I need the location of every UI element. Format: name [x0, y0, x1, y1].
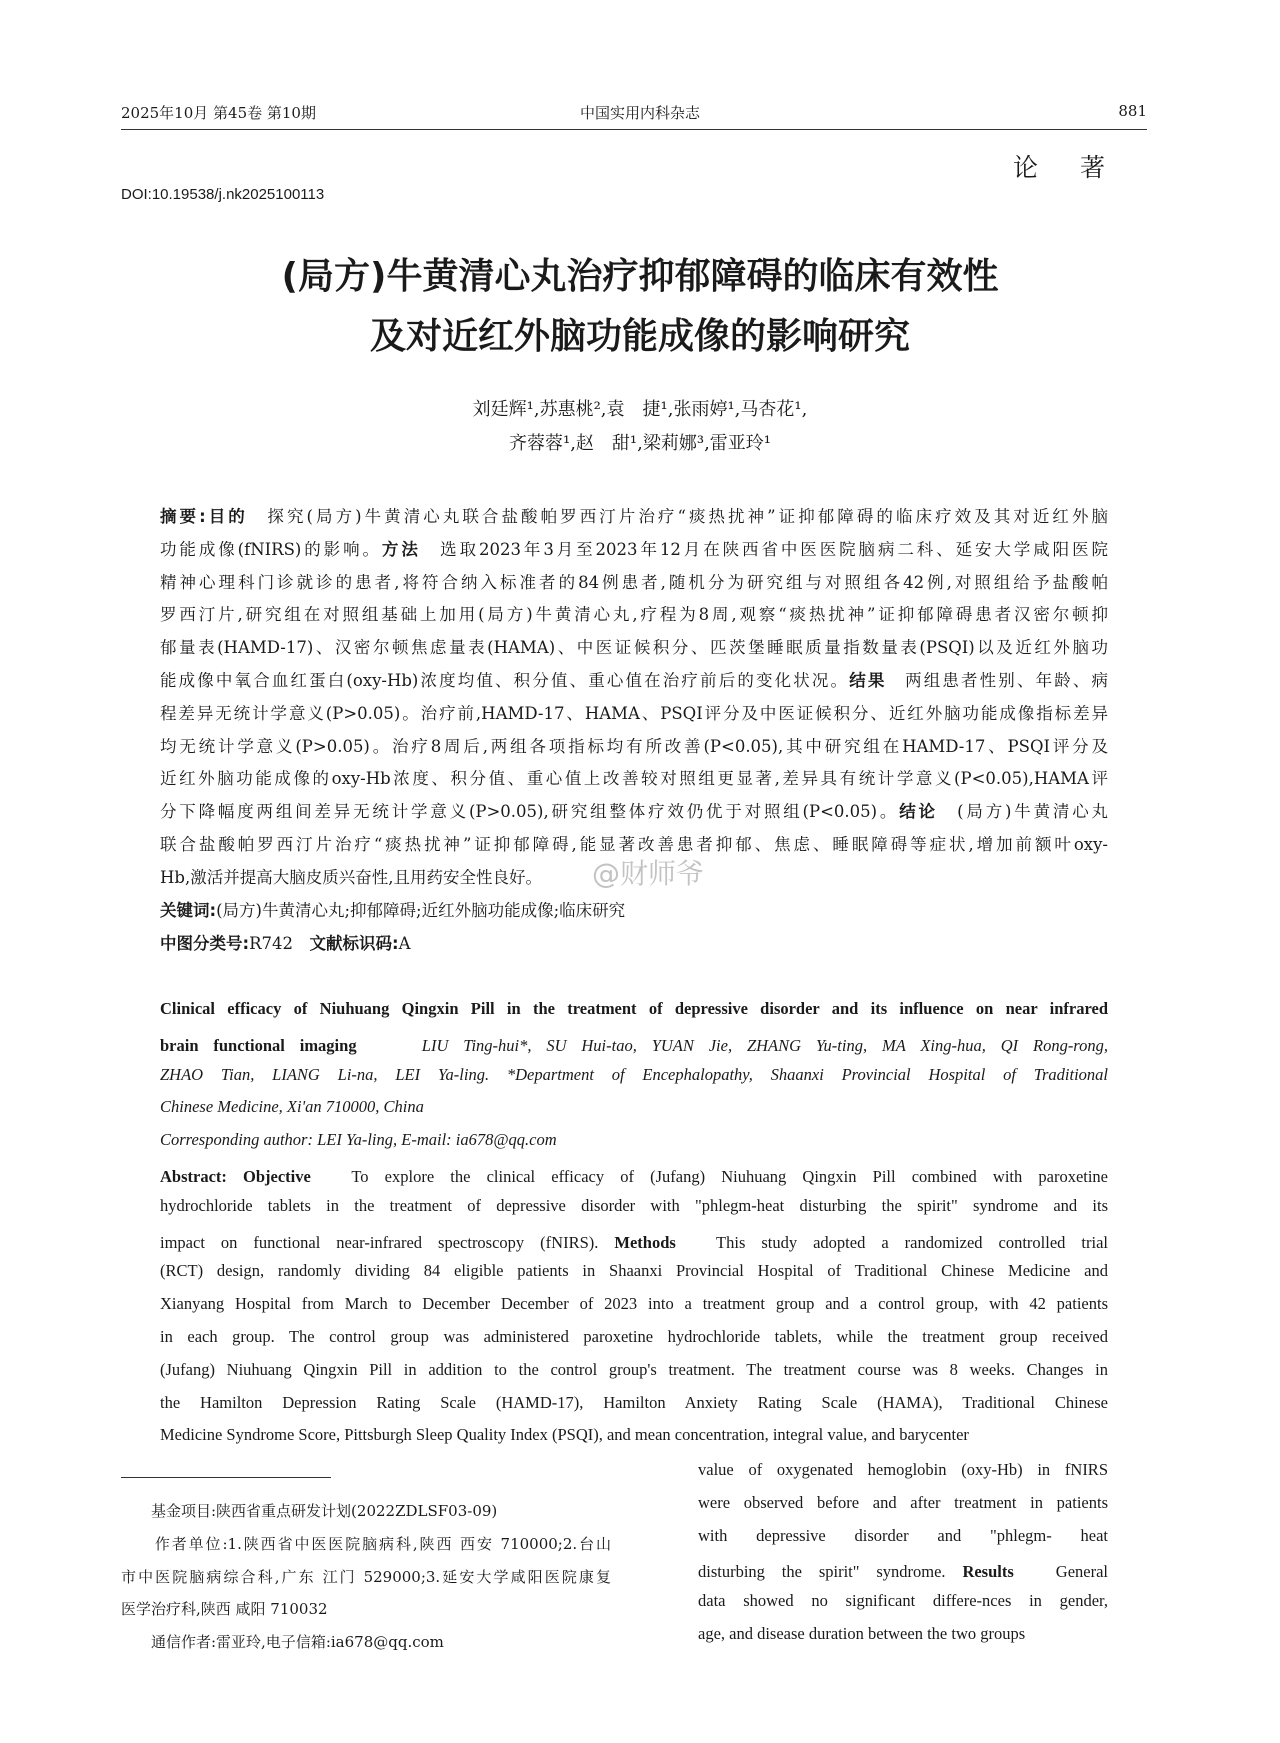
title-line-2: 及对近红外脑功能成像的影响研究 — [369, 316, 910, 357]
text-line — [121, 1566, 611, 1587]
authors-line-2: 齐蓉蓉¹,赵 甜¹,梁莉娜³,雷亚玲¹ — [508, 433, 772, 454]
text-line — [160, 601, 1108, 625]
text-line — [160, 536, 1108, 560]
text-line — [160, 897, 1108, 921]
journal-name: 中国实用内科杂志 — [579, 104, 700, 122]
article-category: 论著 — [1012, 153, 1147, 182]
text-line — [160, 765, 1108, 789]
text-line — [160, 1097, 1108, 1117]
text-line — [160, 1229, 1108, 1253]
bold-label: Results — [962, 1562, 1014, 1582]
text-line — [160, 1425, 1108, 1445]
text-line — [698, 1624, 1108, 1644]
text-line — [160, 1196, 1108, 1216]
text-segment: were observed before and after treatment in patients — [698, 1492, 1108, 1512]
text-segment: (局方)牛黄清心丸;抑郁障碍;近红外脑功能成像;临床研究 — [216, 901, 626, 920]
bold-label: 方法 — [381, 539, 421, 559]
text-segment: Xianyang Hospital from March to December December of 2023 into a treatment group and a control group, with 42 patients — [160, 1294, 1108, 1314]
bold-label: Clinical efficacy of Niuhuang Qingxin Pill in the treatment of depressive disorder and its influence on near infrared — [160, 999, 1108, 1018]
text-segment: 均无统计学意义(P>0.05)。治疗8周后,两组各项指标均有所改善(P<0.05),其中研究组在HAMD-17、PSQI评分及 — [160, 736, 1108, 756]
text-segment: R742 — [249, 934, 310, 953]
text-line — [160, 503, 1108, 527]
journal-issue: 2025年10月 第45卷 第10期 — [121, 104, 316, 122]
text-segment: age, and disease duration between the two groups — [698, 1624, 1026, 1643]
text-segment: A — [398, 934, 411, 953]
text-line — [160, 1360, 1108, 1380]
bold-label: 结论 — [899, 802, 938, 822]
text-segment: 两组患者性别、年龄、病 — [886, 671, 1108, 690]
watermark: @财师爷 — [592, 857, 705, 890]
text-segment: This study adopted a randomized controlled trial — [675, 1232, 1108, 1252]
text-segment: (Jufang) Niuhuang Qingxin Pill in addition to the control group's treatment. The treatment course was 8 weeks. Changes in — [160, 1359, 1108, 1379]
text-segment: (RCT) design, randomly dividing 84 eligible patients in Shaanxi Provincial Hospital of Traditional Chinese Medicine and — [160, 1261, 1108, 1281]
text-line — [121, 1500, 611, 1521]
bold-label: 中图分类号: — [160, 934, 250, 953]
text-line — [160, 667, 1108, 691]
text-line — [160, 930, 1108, 954]
text-line — [698, 1591, 1108, 1611]
text-segment: 罗西汀片,研究组在对照组基础上加用(局方)牛黄清心丸,疗程为8周,观察“痰热扰神”证抑郁障碍患者汉密尔顿抑 — [160, 605, 1108, 625]
text-segment: Medicine Syndrome Score, Pittsburgh Sleep Quality Index (PSQI), and mean concentration, integral value, and barycenter — [160, 1425, 969, 1445]
text-segment: value of oxygenated hemoglobin (oxy-Hb) in fNIRS — [698, 1460, 1108, 1479]
text-line — [160, 1130, 1108, 1150]
text-line — [160, 999, 1108, 1019]
text-segment: LIU Ting-hui*, SU Hui-tao, YUAN Jie, ZHANG Yu-ting, MA Xing-hua, QI Rong-rong, — [356, 1035, 1108, 1055]
text-line — [698, 1493, 1108, 1513]
text-segment: 联合盐酸帕罗西汀片治疗“痰热扰神”证抑郁障碍,能显著改善患者抑郁、焦虑、睡眠障碍等症状,增加前额叶oxy- — [160, 835, 1108, 854]
text-segment: Corresponding author: LEI Ya-ling, E-mail: ia678@qq.com — [160, 1130, 557, 1150]
doi: DOI:10.19538/j.nk2025100113 — [121, 186, 325, 203]
text-line — [160, 1032, 1108, 1056]
text-segment: 分下降幅度两组间差异无统计学意义(P>0.05),研究组整体疗效仍优于对照组(P<0.05)。 — [160, 802, 900, 822]
text-line — [698, 1460, 1108, 1480]
text-segment: General — [1013, 1562, 1108, 1582]
text-line — [160, 1327, 1108, 1347]
text-segment: hydrochloride tablets in the treatment of depressive disorder with "phlegm-heat disturbing the spirit" syndrome and its — [160, 1195, 1108, 1215]
text-line — [160, 1163, 1108, 1187]
text-line — [121, 1631, 611, 1652]
text-segment: Chinese Medicine, Xi'an 710000, China — [160, 1097, 424, 1117]
page-number: 881 — [1118, 102, 1147, 120]
text-segment: 功能成像(fNIRS)的影响。 — [160, 539, 382, 559]
bold-label: brain functional imaging — [160, 1035, 357, 1055]
bold-label: 关键词: — [160, 901, 217, 920]
footnote-rule — [121, 1477, 331, 1478]
text-segment: 能成像中氧合血红蛋白(oxy-Hb)浓度均值、积分值、重心值在治疗前后的变化状况。 — [160, 671, 850, 690]
bold-label: Methods — [614, 1232, 676, 1252]
text-line — [121, 1533, 611, 1554]
text-line — [698, 1526, 1108, 1546]
text-segment: To explore the clinical efficacy of (Jufang) Niuhuang Qingxin Pill combined with paroxetine — [310, 1167, 1109, 1186]
text-line — [698, 1558, 1108, 1582]
bold-label: Abstract: Objective — [160, 1167, 311, 1186]
text-segment: data showed no significant differe-nces in gender, — [698, 1591, 1108, 1611]
text-segment: 精神心理科门诊就诊的患者,将符合纳入标准者的84例患者,随机分为研究组与对照组各42例,对照组给予盐酸帕 — [160, 572, 1108, 592]
text-line — [160, 1065, 1108, 1085]
bold-label: 摘要:目的 — [160, 507, 248, 526]
text-line — [121, 1598, 611, 1619]
text-line — [160, 733, 1108, 757]
text-segment: 基金项目:陕西省重点研发计划(2022ZDLSF03-09) — [121, 1502, 498, 1520]
text-line — [160, 569, 1108, 593]
text-segment: 市中医院脑病综合科,广东 江门 529000;3.延安大学咸阳医院康复 — [121, 1567, 611, 1586]
text-segment: disturbing the spirit" syndrome. — [698, 1562, 963, 1582]
text-line — [160, 798, 1108, 822]
text-segment: 医学治疗科,陕西 咸阳 710032 — [121, 1600, 328, 1619]
text-segment: 程差异无统计学意义(P>0.05)。治疗前,HAMD-17、HAMA、PSQI评分及中医证候积分、近红外脑功能成像指标差异 — [160, 703, 1108, 723]
text-segment: 作者单位:1.陕西省中医医院脑病科,陕西 西安 710000;2.台山 — [121, 1534, 611, 1553]
text-segment: the Hamilton Depression Rating Scale (HAMD-17), Hamilton Anxiety Rating Scale (HAMA), Traditional Chinese — [160, 1392, 1108, 1412]
text-line — [160, 1294, 1108, 1314]
text-segment: ZHAO Tian, LIANG Li-na, LEI Ya-ling. *Department of Encephalopathy, Shaanxi Provincial Hospital of Traditional — [160, 1064, 1108, 1084]
text-segment: (局方)牛黄清心丸 — [937, 802, 1109, 822]
title-line-1: (局方)牛黄清心丸治疗抑郁障碍的临床有效性 — [281, 256, 999, 297]
text-segment: 探究(局方)牛黄清心丸联合盐酸帕罗西汀片治疗“痰热扰神”证抑郁障碍的临床疗效及其对近红外脑 — [247, 507, 1108, 526]
text-segment: 近红外脑功能成像的oxy-Hb浓度、积分值、重心值上改善较对照组更显著,差异具有统计学意义(P<0.05),HAMA评 — [160, 769, 1108, 789]
text-segment: 郁量表(HAMD-17)、汉密尔顿焦虑量表(HAMA)、中医证候积分、匹茨堡睡眠质量指数量表(PSQI)以及近红外脑功 — [160, 638, 1108, 658]
text-line — [160, 634, 1108, 658]
text-line — [160, 700, 1108, 724]
bold-label: 结果 — [849, 671, 887, 690]
text-line — [160, 1261, 1108, 1281]
text-segment: Hb,激活并提高大脑皮质兴奋性,且用药安全性良好。 — [160, 867, 542, 887]
authors-line-1: 刘廷辉¹,苏惠桃²,袁 捷¹,张雨婷¹,马杏花¹, — [472, 399, 808, 420]
bold-label: 文献标识码: — [309, 934, 399, 953]
header-rule — [121, 129, 1147, 130]
text-segment: impact on functional near-infrared spectroscopy (fNIRS). — [160, 1232, 615, 1252]
text-segment: 选取2023年3月至2023年12月在陕西省中医医院脑病二科、延安大学咸阳医院 — [420, 539, 1109, 559]
text-segment: with depressive disorder and "phlegm- heat — [698, 1525, 1108, 1545]
text-segment: 通信作者:雷亚玲,电子信箱:ia678@qq.com — [121, 1633, 444, 1652]
text-segment: in each group. The control group was administered paroxetine hydrochloride tablets, while the treatment group received — [160, 1327, 1108, 1346]
text-line — [160, 1393, 1108, 1413]
